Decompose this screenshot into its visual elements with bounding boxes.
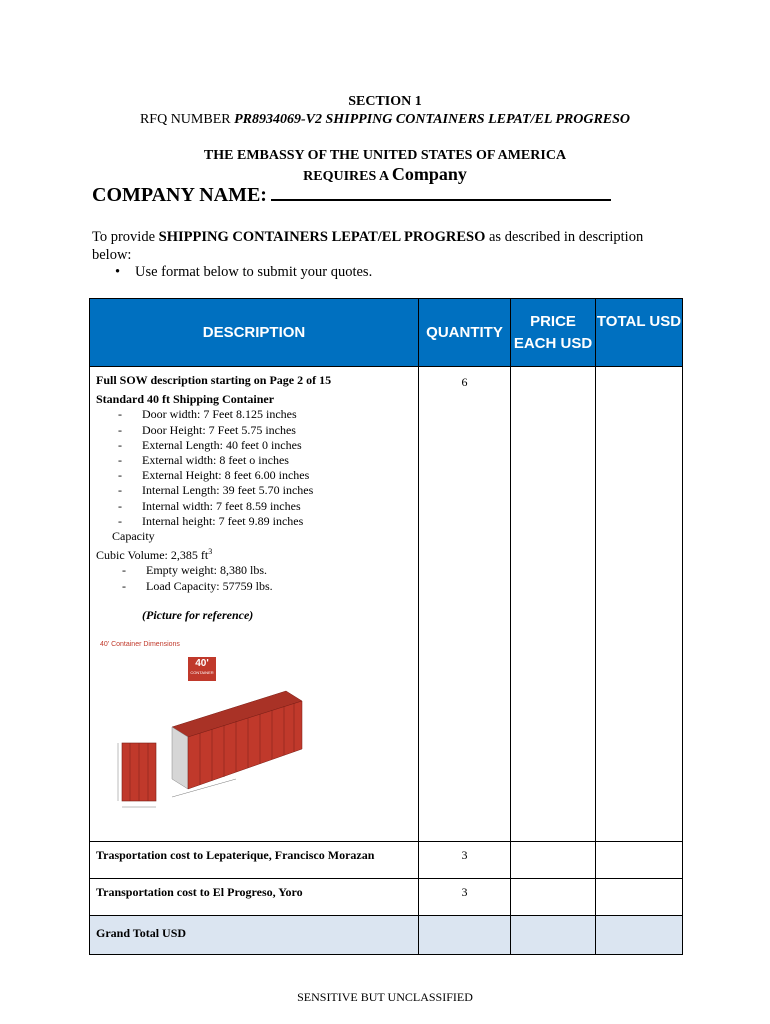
bullet-icon: • [115, 264, 121, 280]
item2-total-cell[interactable] [596, 842, 683, 879]
rfq-line [0, 112, 770, 128]
requires-text: REQUIRES A [303, 169, 392, 184]
item1-total-cell[interactable] [596, 367, 683, 842]
quote-table [89, 298, 683, 955]
grand-total-value-cell[interactable] [596, 916, 683, 955]
intro-bullet-text: Use format below to submit your quotes. [135, 264, 373, 280]
embassy-line: THE EMBASSY OF THE UNITED STATES OF AMERICA [203, 148, 567, 163]
header-quantity: QUANTITY [419, 299, 511, 367]
list-item: - External width: 8 feet o inches [118, 453, 289, 468]
intro-bullet [115, 264, 372, 281]
list-item: - Internal width: 7 feet 8.59 inches [118, 498, 301, 513]
item2-price-cell[interactable] [511, 842, 596, 879]
table-row [90, 879, 683, 916]
item1-title: Standard 40 ft Shipping Container [96, 392, 275, 407]
picture-title: 40' Container Dimensions [100, 641, 180, 649]
grand-total-qty-cell [419, 916, 511, 955]
grand-total-label: Grand Total USD [96, 926, 187, 941]
container-picture [96, 637, 316, 837]
item1-sow: Full SOW description starting on Page 2 of 15 [96, 373, 332, 387]
list-item: - Internal height: 7 feet 9.89 inches [118, 513, 304, 528]
company-name-line[interactable] [271, 185, 611, 201]
list-item: - Door width: 7 Feet 8.125 inches [118, 407, 297, 422]
rfq-prefix: RFQ NUMBER [139, 112, 235, 127]
intro-suffix: as described in description below: [92, 229, 644, 263]
company-name-field [92, 184, 611, 207]
list-item: - Load Capacity: 57759 lbs. [122, 578, 273, 593]
item2-label: Trasportation cost to Lepaterique, Francisco Morazan [96, 848, 375, 863]
header-description: DESCRIPTION [90, 299, 419, 367]
table-header-row [90, 299, 683, 367]
item3-label: Transportation cost to El Progreso, Yoro [96, 885, 303, 900]
item1-weight-list [96, 563, 412, 593]
item3-total-cell[interactable] [596, 879, 683, 916]
item1-cubic: Cubic Volume: 2,385 $ft^3$ [96, 547, 213, 563]
grand-total-price-cell [511, 916, 596, 955]
item1-quantity: 6 [419, 367, 511, 842]
header-total: TOTAL USD [596, 299, 683, 367]
header-price-each: PRICE EACH USD [511, 299, 596, 367]
grand-total-row [90, 916, 683, 955]
list-item: - Door Height: 7 Feet 5.75 inches [118, 422, 296, 437]
item1-spec-list [96, 407, 412, 529]
intro-bold: SHIPPING CONTAINERS LEPAT/EL PROGRESO [158, 229, 486, 245]
table-row [90, 367, 683, 842]
intro-paragraph [92, 228, 682, 264]
section-heading: SECTION 1 [348, 94, 422, 109]
picture-caption: (Picture for reference) [142, 607, 254, 622]
item1-capacity: Capacity [112, 529, 155, 544]
container-illustration [96, 687, 316, 847]
intro-prefix: To provide [92, 229, 159, 245]
list-item: - External Height: 8 feet 6.00 inches [118, 468, 310, 483]
requires-company: Company [391, 164, 467, 184]
table-row [90, 842, 683, 879]
item1-price-cell[interactable] [511, 367, 596, 842]
item3-quantity: 3 [419, 879, 511, 916]
list-item: - Internal Length: 39 feet 5.70 inches [118, 483, 314, 498]
item1-description [90, 367, 419, 842]
list-item: - Empty weight: 8,380 lbs. [122, 563, 267, 578]
item3-price-cell[interactable] [511, 879, 596, 916]
company-name-label: COMPANY NAME: [92, 184, 267, 206]
container-badge: 40' CONTAINER [188, 657, 216, 681]
list-item: - External Length: 40 feet 0 inches [118, 437, 302, 452]
item2-quantity: 3 [419, 842, 511, 879]
rfq-title: PR8934069-V2 SHIPPING CONTAINERS LEPAT/EL PROGRESO [234, 112, 631, 127]
classification-footer: SENSITIVE BUT UNCLASSIFIED [297, 990, 473, 1004]
requires-line [0, 164, 770, 185]
